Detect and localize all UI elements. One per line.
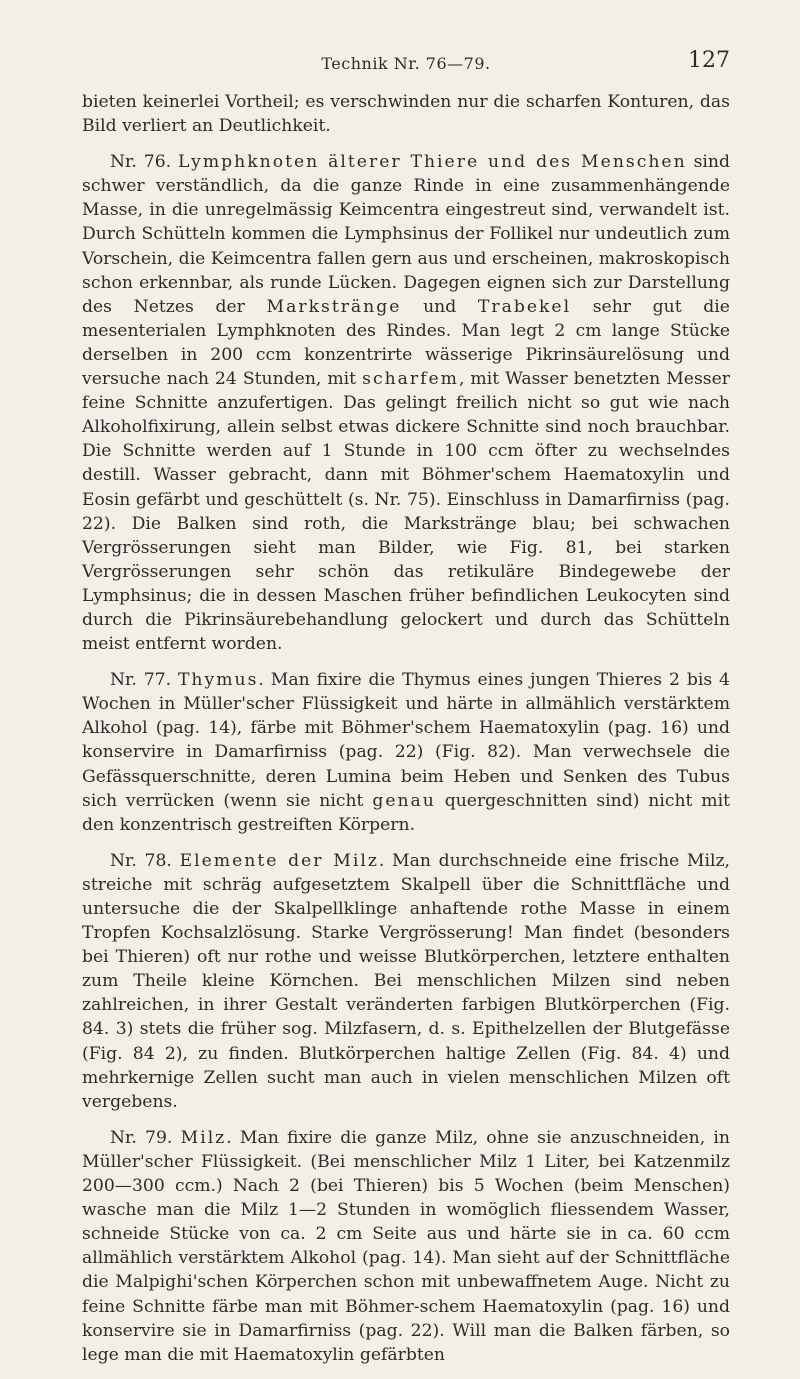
paragraph-heading: Milz bbox=[180, 1127, 227, 1148]
paragraph-number: Nr. 76. bbox=[110, 152, 179, 173]
paragraph-text: sehr gut die mesenterialen Lymphknoten des Rindes. Man legt 2 cm lange Stücke derselben in 200 ccm konzentrirte wässerige Pikrinsäurelösung und versuche nach 24 Stunden, mit bbox=[82, 296, 730, 390]
paragraph-text: sind schwer verständlich, da die ganze Rinde in eine zusammenhängende Masse, in die unregelmässig Keimcentra eingestreut sind, verwandelt ist. Durch Schütteln kommen die Lymphsinus der Follikel nur undeutlich zum Vorschein, die Keimcentra fallen gern aus und erscheinen, makroskopisch schon erkennbar, als runde Lücken. Dagegen eignen sich zur Darstellung des Netzes der bbox=[82, 152, 730, 317]
paragraph-heading: Elemente der Milz bbox=[179, 850, 379, 871]
paragraph-text: . Man fixire die Thymus eines jungen Thieres 2 bis 4 Wochen in Müller'scher Flüssigkeit und härte in allmählich verstärktem Alkohol (pag. 14), färbe mit Böhmer'schem Haematoxylin (pag. 16) und konservire in Damarfirniss (pag. 22) (Fig. 82). Man verwechsele die Gefässquerschnitte, deren Lumina beim Heben und Senken des Tubus sich verrücken (wenn sie nicht bbox=[82, 670, 730, 811]
paragraph-text: und bbox=[401, 296, 478, 317]
paragraph-text: quergeschnitten sind) nicht mit den konzentrisch gestreiften Körpern. bbox=[82, 790, 730, 835]
paragraph-nr-76 bbox=[82, 150, 730, 656]
paragraph-nr-79 bbox=[82, 1126, 730, 1367]
page-body bbox=[82, 90, 730, 1379]
page-number: 127 bbox=[688, 48, 730, 73]
emphasis-term: scharfem bbox=[362, 369, 459, 390]
paragraph-text: . Man fixire die ganze Milz, ohne sie anzuschneiden, in Müller'scher Flüssigkeit. (Bei menschlicher Milz 1 Liter, bei Katzenmilz 200—300 ccm.) Nach 2 (bei Thieren) bis 5 Wochen (beim Menschen) wasche man die Milz 1—2 Stunden in womöglich fliessendem Wasser, schneide Stücke von ca. 2 cm Seite aus und härte sie in ca. 60 ccm allmählich verstärktem Alkohol (pag. 14). Man sieht auf der Schnittfläche die Malpighi'schen Körperchen schon mit unbewaffnetem Auge. Nicht zu feine Schnitte färbe man mit Böhmer-schem Haematoxylin (pag. 16) und konservire sie in Damarfirniss (pag. 22). Will man die Balken färben, so lege man die mit Haematoxylin gefärbten bbox=[82, 1127, 730, 1365]
emphasis-term: Trabekel bbox=[477, 296, 572, 317]
page-header bbox=[82, 48, 730, 84]
paragraph-number: Nr. 77. bbox=[110, 670, 178, 691]
paragraph-text: . Man durchschneide eine frische Milz, streiche mit schräg aufgesetztem Skalpell über die Schnittfläche und untersuche die der Skalpellklinge anhaftende rothe Masse in einem Tropfen Kochsalzlösung. Starke Vergrösserung! Man findet (besonders bei Thieren) oft nur rothe und weisse Blutkörperchen, letztere enthalten zum Theile kleine Körnchen. Bei menschlichen Milzen sind neben zahlreichen, in ihrer Gestalt veränderten farbigen Blutkörperchen (Fig. 84. 3) stets die früher sog. Milzfasern, d. s. Epithelzellen der Blutgefässe (Fig. 84 2), zu finden. Blutkörperchen haltige Zellen (Fig. 84. 4) und mehrkernige Zellen sucht man auch in vielen menschlichen Milzen oft vergebens. bbox=[82, 850, 731, 1112]
paragraph-continuation bbox=[82, 90, 730, 138]
paragraph-nr-78 bbox=[82, 849, 730, 1114]
running-head: Technik Nr. 76—79. bbox=[321, 54, 491, 73]
paragraph-nr-77 bbox=[82, 668, 730, 837]
paragraph-number: Nr. 78. bbox=[110, 850, 180, 871]
paragraph-heading: Lymphknoten älterer Thiere und des Menschen bbox=[178, 152, 687, 173]
paragraph-heading: Thymus bbox=[177, 670, 259, 691]
paragraph-number: Nr. 79. bbox=[110, 1127, 181, 1148]
emphasis-term: Markstränge bbox=[266, 296, 402, 317]
emphasis-term: genau bbox=[372, 790, 436, 811]
paragraph-text: bieten keinerlei Vortheil; es verschwinden nur die scharfen Konturen, das Bild verliert an Deutlichkeit. bbox=[82, 92, 730, 137]
paragraph-text: , mit Wasser benetzten Messer feine Schnitte anzufertigen. Das gelingt freilich nicht so gut wie nach Alkoholfixirung, allein selbst etwas dickere Schnitte sind noch brauchbar. Die Schnitte werden auf 1 Stunde in 100 ccm öfter zu wechselndes destill. Wasser gebracht, dann mit Böhmer'schem Haematoxylin und Eosin gefärbt und geschüttelt (s. Nr. 75). Einschluss in Damarfirniss (pag. 22). Die Balken sind roth, die Markstränge blau; bei schwachen Vergrösserungen sieht man Bilder, wie Fig. 81, bei starken Vergrösserungen sehr schön das retikuläre Bindegewebe der Lymphsinus; die in dessen Maschen früher befindlichen Leukocyten sind durch die Pikrinsäurebehandlung gelockert und durch das Schütteln meist entfernt worden. bbox=[82, 369, 730, 655]
